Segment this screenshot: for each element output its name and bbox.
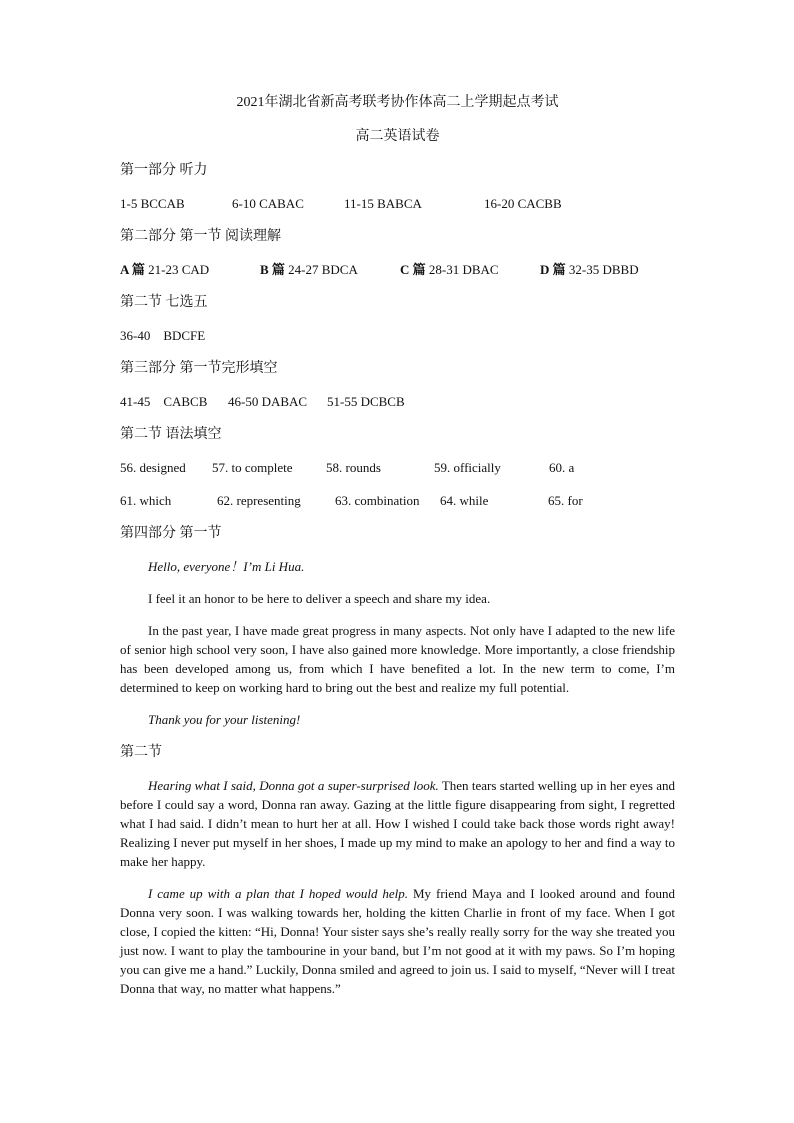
listening-answer-3: 11-15 BABCA: [344, 196, 422, 211]
reading-item-d: [540, 261, 639, 279]
reading-label-d: D 篇: [540, 262, 566, 277]
reading-item-a: [120, 261, 209, 279]
grammar-answers-row2: [120, 492, 675, 510]
grammar-answer-59: 59. officially: [434, 460, 501, 475]
continuation-paragraph-1: [120, 776, 675, 871]
reading-answer-a: 21-23 CAD: [148, 262, 210, 277]
grammar-answer-60: 60. a: [549, 460, 575, 475]
part4-section2-heading: 第二节: [120, 745, 162, 760]
continuation-paragraph-1-body: Then tears started welling up in her eyes and before I could say a word, Donna ran away. Gazing at the little figure disappearing from sight, I regretted what I had said. I didn’t mean to hurt her at all. How I wished I could take back those words right away! Realizing I never put myself in her shoes, I made up my mind to make an apology to her and find a way to make her happy.: [120, 778, 675, 869]
part2-section2-heading: 第二节 七选五: [120, 295, 208, 310]
speech-closing: Thank you for your listening!: [148, 712, 301, 727]
reading-label-c: C 篇: [400, 262, 426, 277]
listening-answer-1: 1-5 BCCAB: [120, 196, 185, 211]
reading-answers: [120, 261, 675, 279]
reading-label-b: B 篇: [260, 262, 285, 277]
part1-heading: 第一部分 听力: [120, 163, 208, 178]
continuation-paragraph-2-lead: I came up with a plan that I hoped would help.: [148, 886, 409, 901]
grammar-answer-64: 64. while: [440, 493, 489, 508]
continuation-paragraph-1-lead: Hearing what I said, Donna got a super-surprised look.: [148, 778, 439, 793]
cloze-answers: [120, 393, 675, 411]
reading-answer-b: 24-27 BDCA: [288, 262, 358, 277]
listening-answer-2: 6-10 CABAC: [232, 196, 304, 211]
part3-section2-heading: 第二节 语法填空: [120, 427, 222, 442]
seven-choose-five-answers: [120, 327, 675, 345]
answer-sheet: [120, 93, 675, 998]
speech-paragraph-2: In the past year, I have made great progress in many aspects. Not only have I adapted to the new life of senior high school very soon, I have also gained more knowledge. More importantly, a close friendship has been developed among us, from which I have benefited a lot. In the new term to come, I’m determined to keep on working hard to bring out the best and realize my full potential.: [120, 623, 675, 695]
cloze-answer-2: 46-50 DABAC: [228, 394, 308, 409]
cloze-answer-1: 41-45 CABCB: [120, 394, 208, 409]
seven-choose-five-answer: 36-40 BDCFE: [120, 328, 206, 343]
cloze-answer-3: 51-55 DCBCB: [327, 394, 405, 409]
reading-item-b: [260, 261, 358, 279]
listening-answer-4: 16-20 CACBB: [484, 196, 562, 211]
grammar-answer-65: 65. for: [548, 493, 583, 508]
grammar-answer-57: 57. to complete: [212, 460, 293, 475]
listening-answers: [120, 195, 675, 213]
reading-label-a: A 篇: [120, 262, 145, 277]
grammar-answer-62: 62. representing: [217, 493, 301, 508]
speech-greeting: Hello, everyone！I’m Li Hua.: [148, 559, 305, 574]
grammar-answer-63: 63. combination: [335, 493, 420, 508]
grammar-answer-56: 56. designed: [120, 460, 186, 475]
document-subtitle: 高二英语试卷: [355, 129, 440, 144]
document-title: 2021年湖北省新高考联考协作体高二上学期起点考试: [236, 95, 559, 110]
speech-paragraph-1: I feel it an honor to be here to deliver a speech and share my idea.: [148, 591, 491, 606]
part2-heading: 第二部分 第一节 阅读理解: [120, 229, 281, 244]
continuation-paragraph-2: [120, 884, 675, 998]
reading-answer-c: 28-31 DBAC: [428, 262, 499, 277]
part4-heading: 第四部分 第一节: [120, 526, 222, 541]
reading-answer-d: 32-35 DBBD: [568, 262, 639, 277]
continuation-paragraph-2-body: My friend Maya and I looked around and found Donna very soon. I was walking towards her, holding the kitten Charlie in front of my face. When I got close, I copied the kitten: “Hi, Donna! Your sister says she’s really really sorry for the way she treated you just now. I want to play the tambourine in your band, but I’m not good at it with my paws. So I’m hoping you can give me a hand.” Luckily, Donna smiled and agreed to join us. I said to myself, “Never will I treat Donna that way, no matter what happens.”: [120, 886, 675, 996]
reading-item-c: [400, 261, 499, 279]
grammar-answer-61: 61. which: [120, 493, 172, 508]
grammar-answer-58: 58. rounds: [326, 460, 381, 475]
grammar-answers-row1: [120, 459, 675, 477]
part3-heading: 第三部分 第一节完形填空: [120, 361, 278, 376]
